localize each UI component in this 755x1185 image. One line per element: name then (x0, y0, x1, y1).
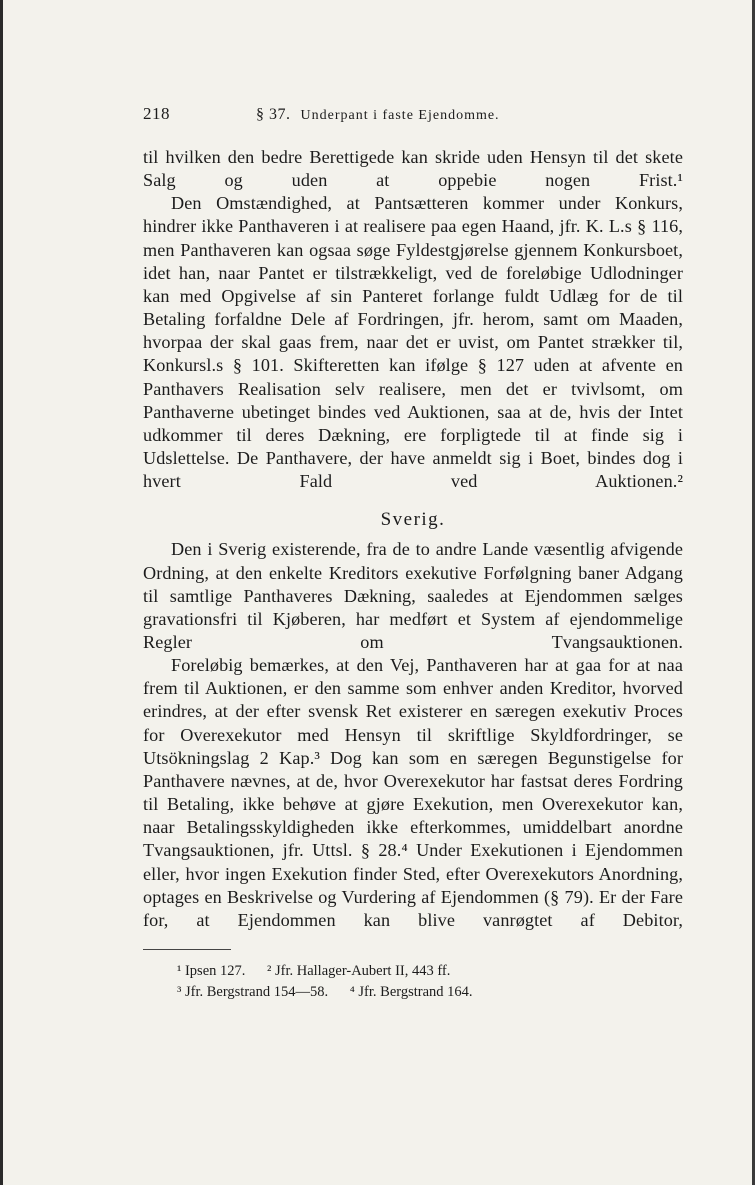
section-mark: § 37. (256, 106, 291, 123)
footnote-line (177, 961, 683, 982)
footnote-3: ³ Jfr. Bergstrand 154—58. (177, 984, 329, 1000)
running-head-title: Underpant i faste Ejendomme. (300, 108, 500, 123)
footnote-divider (143, 949, 231, 950)
page-edge-left (0, 0, 3, 1185)
page-number: 218 (143, 104, 170, 123)
footnote-2: ² Jfr. Hallager-Aubert II, 443 ff. (267, 963, 451, 979)
paragraph-konkurs: Den Omstændighed, at Pantsætteren kommer under Konkurs, hindrer ikke Panthaveren i at realisere paa egen Haand, jfr. K. L.s § 116, men Panthaveren kan ogsaa søge Fyldestgjørelse gjennem Konkursboet, idet han, naar Pantet er tilstrækkeligt, ved de foreløbige Udlodninger kan med Opgivelse af sin Panteret forlange fuldt Udlæg for de til Betaling forfaldne Dele af Fordringen, jfr. herom, samt om Maaden, hvorpaa der skal gaas frem, naar det er uvist, om Pantet strækker til, Konkursl.s § 101. Skifteretten kan ifølge § 127 uden at afvente en Panthavers Realisation selv realisere, men det er tvivlsomt, om Panthaverne ubetinget bindes ved Auktionen, saa at de, hvis der Intet udkommer til deres Dækning, ere forpligtede til at finde sig i Udslettelse. De Panthavere, der have anmeldt sig i Boet, bindes dog i hvert Fald ved Auktionen.² (143, 193, 683, 492)
book-page (143, 104, 683, 1003)
footnotes (143, 961, 683, 1003)
section-heading-sverig: Sverig. (380, 509, 446, 531)
paragraph-sverig-ordning: Den i Sverig existerende, fra de to andre Lande væsentlig afvigende Ordning, at den enkelte Kreditors exekutive Forfølgning baner Adgang til samtlige Panthaveres Dækning, saaledes at Ejendommen sælges gravationsfri til Kjøberen, har medført et System af ejendommelige Regler om Tvangsauktionen. (143, 539, 683, 652)
footnote-4: ⁴ Jfr. Bergstrand 164. (349, 984, 473, 1000)
paragraph-forelobig: Foreløbig bemærkes, at den Vej, Panthaveren har at gaa for at naa frem til Auktionen, er den samme som enhver anden Kreditor, hvorved erindres, at der efter svensk Ret existerer en særegen exekutiv Proces for Overexekutor med Hensyn til skriftlige Skyldfordringer, se Utsökningslag 2 Kap.³ Dog kan som en særegen Begunstigelse for Panthavere nævnes, at de, hvor Overexekutor har fastsat deres Fordring til Betaling, ikke behøve at gjøre Exekution, men Overexekutor kan, naar Betalingsskyldigheden ikke efterkommes, umiddelbart anordne Tvangsauktionen, jfr. Uttsl. § 28.⁴ Under Exekutionen i Ejendommen eller, hvor ingen Exekution finder Sted, efter Overexekutors Anordning, optages en Beskrivelse og Vurdering af Ejendommen (§ 79). Er der Fare for, at Ejendommen kan blive vanrøgtet af Debitor, (143, 655, 683, 930)
footnote-line (177, 982, 683, 1003)
running-head (143, 104, 683, 124)
paragraph-continuation: til hvilken den bedre Berettigede kan skride uden Hensyn til det skete Salg og uden at oppebie nogen Frist.¹ (143, 147, 683, 191)
footnote-1: ¹ Ipsen 127. (177, 963, 246, 979)
